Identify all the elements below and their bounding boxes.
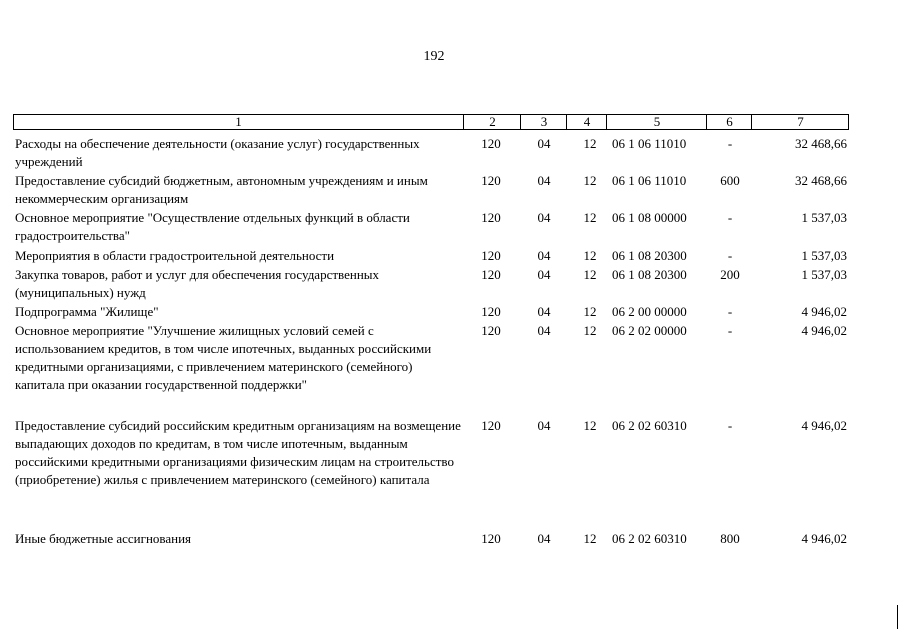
row-col-4: 12 (583, 136, 597, 151)
row-name: Иные бюджетные ассигнования (15, 531, 192, 546)
row-col-7: 4 946,02 (801, 531, 847, 546)
row-col-2: 120 (481, 248, 501, 263)
row-col-5: 06 2 00 00000 (612, 304, 687, 319)
row-col-6: - (727, 210, 733, 225)
row-col-4: 12 (583, 248, 597, 263)
header-cell-6: 6 (706, 115, 752, 129)
header-cell-4: 4 (566, 115, 607, 129)
page-number: 192 (423, 49, 445, 64)
row-col-6: 800 (720, 531, 740, 546)
row-col-2: 120 (481, 304, 501, 319)
row-col-6: - (727, 136, 733, 151)
row-col-4: 12 (583, 418, 597, 433)
row-col-2: 120 (481, 531, 501, 546)
row-col-7: 32 468,66 (795, 173, 847, 188)
row-col-3: 04 (537, 323, 551, 338)
row-col-3: 04 (537, 248, 551, 263)
row-col-2: 120 (481, 136, 501, 151)
row-col-7: 4 946,02 (801, 304, 847, 319)
row-col-2: 120 (481, 323, 501, 338)
row-col-4: 12 (583, 531, 597, 546)
row-col-4: 12 (583, 304, 597, 319)
row-col-5: 06 1 08 20300 (612, 248, 687, 263)
scan-edge-line (897, 605, 898, 629)
row-col-3: 04 (537, 173, 551, 188)
row-col-5: 06 2 02 00000 (612, 323, 687, 338)
row-col-6: - (727, 304, 733, 319)
row-col-4: 12 (583, 173, 597, 188)
row-name: Подпрограмма "Жилище" (15, 304, 159, 319)
row-col-5: 06 1 06 11010 (612, 136, 687, 151)
header-cell-5: 5 (606, 115, 707, 129)
row-col-2: 120 (481, 210, 501, 225)
row-name: Расходы на обеспечение деятельности (оказание услуг) государственных учреждений (15, 136, 420, 169)
row-col-2: 120 (481, 173, 501, 188)
row-col-7: 4 946,02 (801, 323, 847, 338)
header-cell-1: 1 (235, 114, 242, 129)
row-col-2: 120 (481, 267, 501, 282)
row-name: Мероприятия в области градостроительной деятельности (15, 248, 335, 263)
row-name: Предоставление субсидий российским кредитным организациям на возмещение выпадающих доходов по кредитам, в том числе ипотечным, выданным российскими кредитными организациями физическим лицам на строительство (приобретение) жилья с привлечением материнского (семейного) капитала (15, 418, 461, 487)
row-name: Основное мероприятие "Осуществление отдельных функций в области градостроительства" (15, 210, 410, 243)
row-col-4: 12 (583, 210, 597, 225)
row-col-3: 04 (537, 418, 551, 433)
row-col-7: 4 946,02 (801, 418, 847, 433)
row-col-7: 1 537,03 (801, 267, 847, 282)
row-col-3: 04 (537, 304, 551, 319)
header-cell-7: 7 (751, 115, 849, 129)
row-col-6: 600 (720, 173, 740, 188)
row-col-3: 04 (537, 267, 551, 282)
row-col-6: - (727, 418, 733, 433)
row-col-5: 06 2 02 60310 (612, 531, 687, 546)
row-col-5: 06 1 08 20300 (612, 267, 687, 282)
row-col-2: 120 (481, 418, 501, 433)
row-name: Основное мероприятие "Улучшение жилищных условий семей с использованием кредитов, в том числе ипотечных, выданных российскими кредитными организациями, с привлечением материнского (семейного) капитала при оказании государственной поддержки" (15, 323, 432, 392)
row-col-5: 06 1 06 11010 (612, 173, 687, 188)
row-col-6: - (727, 323, 733, 338)
row-col-5: 06 2 02 60310 (612, 418, 687, 433)
table-header (13, 114, 849, 130)
row-col-4: 12 (583, 323, 597, 338)
row-col-6: 200 (720, 267, 740, 282)
row-col-7: 32 468,66 (795, 136, 847, 151)
row-col-6: - (727, 248, 733, 263)
row-col-3: 04 (537, 210, 551, 225)
row-col-3: 04 (537, 531, 551, 546)
row-col-5: 06 1 08 00000 (612, 210, 687, 225)
row-col-7: 1 537,03 (801, 248, 847, 263)
header-cell-3: 3 (520, 115, 567, 129)
header-cell-2: 2 (463, 115, 521, 129)
row-col-7: 1 537,03 (801, 210, 847, 225)
row-name: Закупка товаров, работ и услуг для обеспечения государственных (муниципальных) нужд (15, 267, 380, 300)
row-col-4: 12 (583, 267, 597, 282)
row-col-3: 04 (537, 136, 551, 151)
row-name: Предоставление субсидий бюджетным, автономным учреждениям и иным некоммерческим организациям (15, 173, 428, 206)
